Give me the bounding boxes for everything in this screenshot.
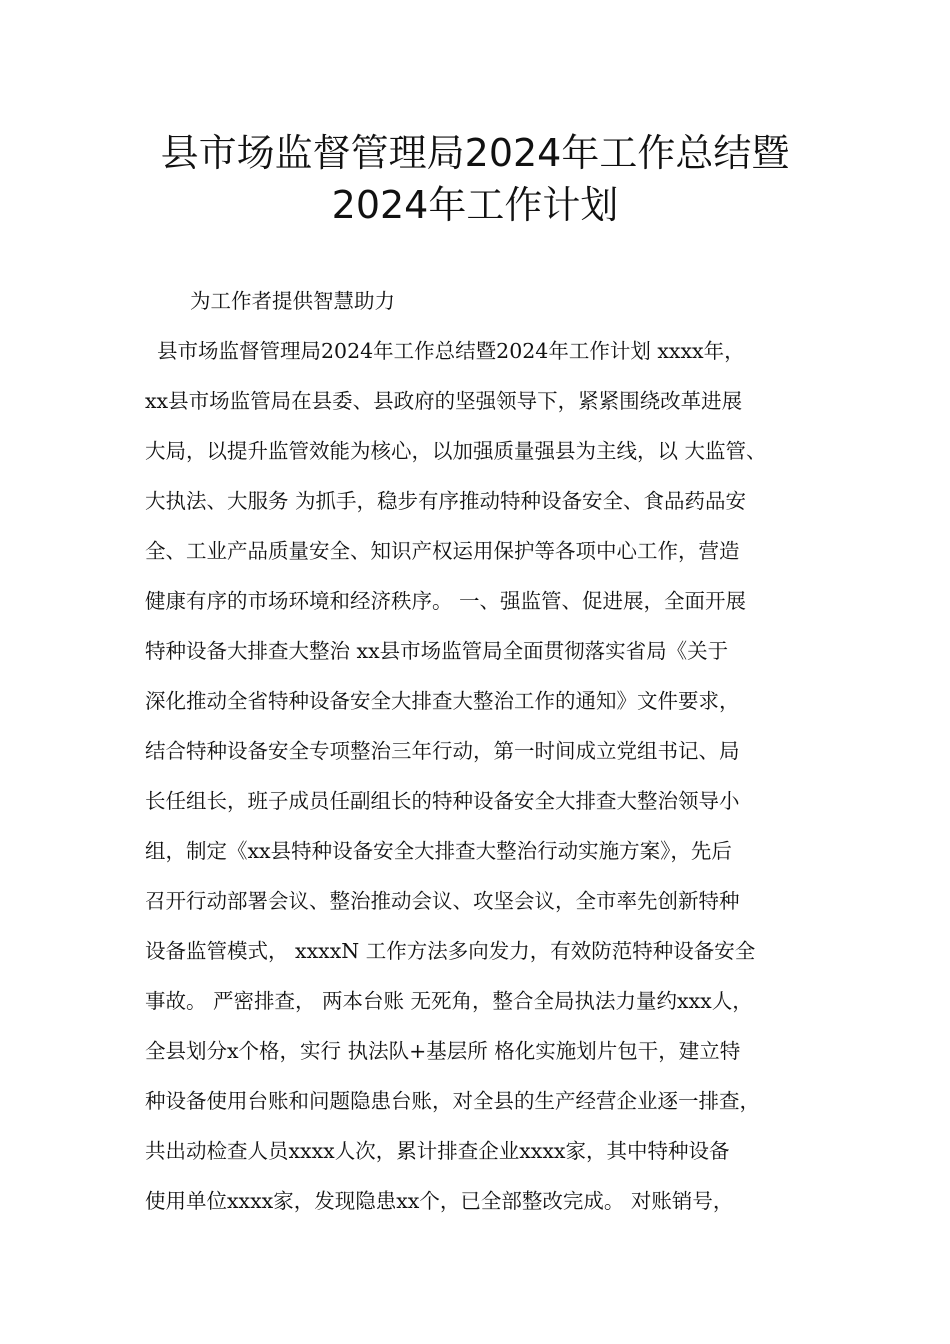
body-line: 长任组长，班子成员任副组长的特种设备安全大排查大整治领导小 — [145, 789, 740, 813]
body-line: 共出动检查人员xxxx人次，累计排查企业xxxx家，其中特种设备 — [145, 1139, 730, 1163]
body-line: 健康有序的市场环境和经济秩序。 一、强监管、促进展，全面开展 — [145, 589, 747, 613]
body-line: 县市场监督管理局2024年工作总结暨2024年工作计划 xxxx年， — [157, 339, 745, 363]
body-line: 全、工业产品质量安全、知识产权运用保护等各项中心工作，营造 — [145, 539, 740, 563]
body-line: xx县市场监管局在县委、县政府的坚强领导下，紧紧围绕改革进展 — [145, 389, 743, 413]
body-line: 组，制定《xx县特种设备安全大排查大整治行动实施方案》，先后 — [145, 839, 732, 863]
document-title-line-2: 2024年工作计划 — [331, 183, 619, 227]
document-subtitle: 为工作者提供智慧助力 — [190, 289, 395, 313]
body-line: 特种设备大排查大整治 xx县市场监管局全面贯彻落实省局《关于 — [145, 639, 729, 663]
body-line: 结合特种设备安全专项整治三年行动，第一时间成立党组书记、局 — [145, 739, 740, 763]
body-line: 设备监管模式， xxxxN 工作方法多向发力，有效防范特种设备安全 — [145, 939, 756, 963]
body-line: 召开行动部署会议、整治推动会议、攻坚会议，全市率先创新特种 — [145, 889, 740, 913]
body-line: 种设备使用台账和问题隐患台账，对全县的生产经营企业逐一排查， — [145, 1089, 760, 1113]
body-line: 深化推动全省特种设备安全大排查大整治工作的通知》文件要求， — [145, 689, 740, 713]
body-line: 事故。 严密排查， 两本台账 无死角，整合全局执法力量约xxx人， — [145, 989, 753, 1013]
document-title-line-1: 县市场监督管理局2024年工作总结暨 — [160, 131, 790, 175]
body-line: 大执法、大服务 为抓手，稳步有序推动特种设备安全、食品药品安 — [145, 489, 747, 513]
body-line: 全县划分x个格，实行 执法队+基层所 格化实施划片包干，建立特 — [145, 1039, 741, 1063]
body-line: 使用单位xxxx家，发现隐患xx个，已全部整改完成。 对账销号， — [145, 1189, 734, 1213]
body-line: 大局，以提升监管效能为核心，以加强质量强县为主线，以 大监管、 — [145, 439, 767, 463]
